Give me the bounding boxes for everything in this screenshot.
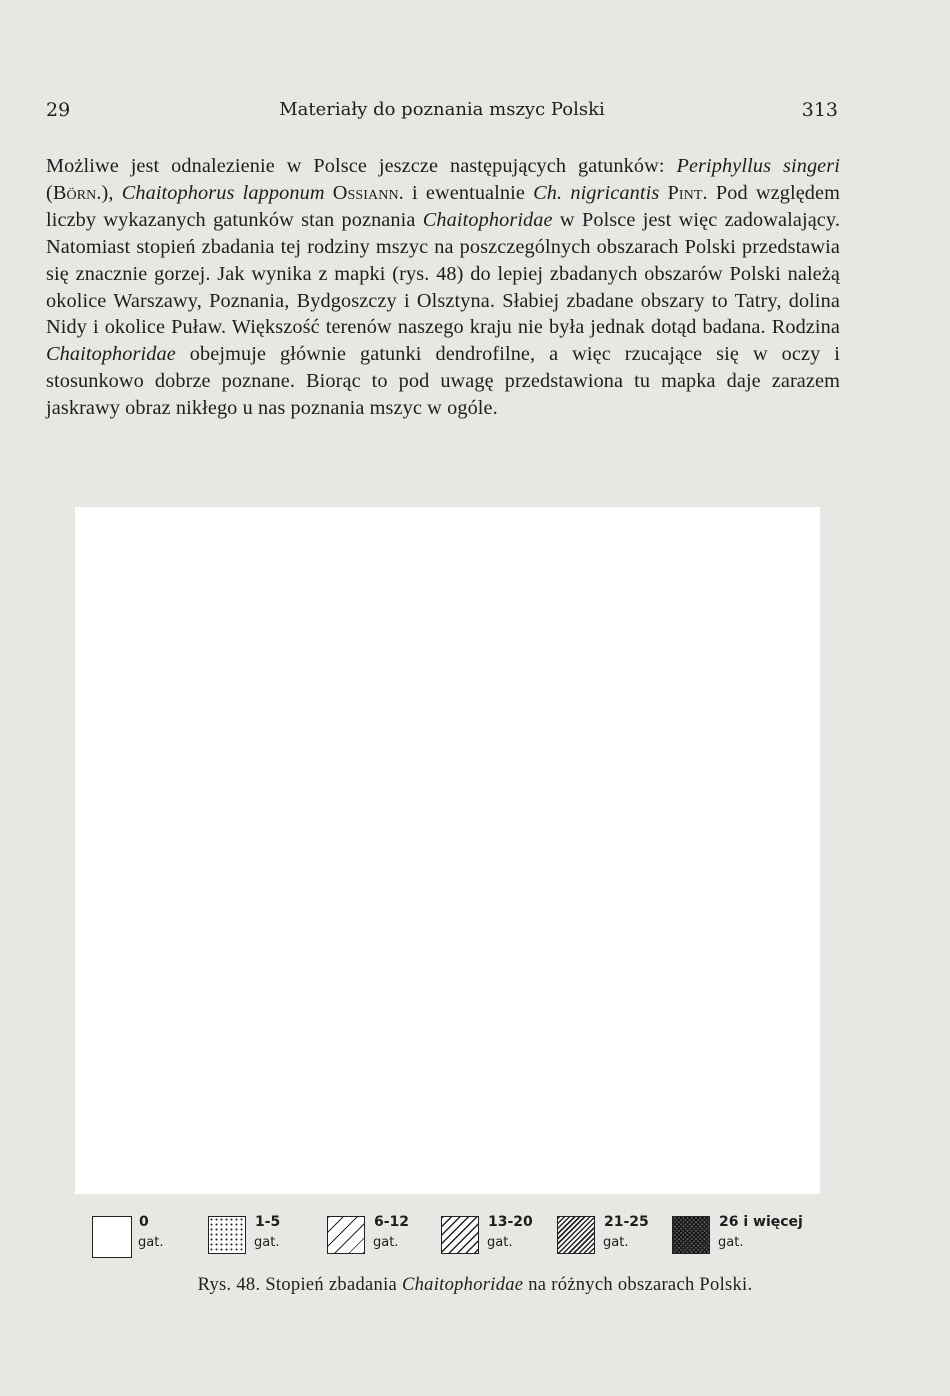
map-legend	[92, 1214, 812, 1259]
text-run: w Polsce jest więc zadowalający. Natomiast stopień zbadania tej rodziny mszyc na poszczególnych obszarach Polski przedstawia się znacznie gorzej. Jak wynika z mapki (rys. 48) do lepiej zbadanych obszarów Polski należą okolice Warszawy, Poznania, Bydgoszczy i Olsztyna. Słabiej zbadane obszary to Tatry, dolina Nidy i okolice Puław. Większość terenów naszego kraju nie była jednak dotąd badana. Rodzina	[46, 208, 840, 339]
text-run: Możliwe jest odnalezienie w Polsce jeszcze następujących gatunków:	[46, 155, 677, 177]
map-figure	[75, 507, 820, 1194]
family-name: Chaitophoridae	[422, 208, 553, 231]
legend-range: 21-25	[604, 1214, 649, 1230]
legend-unit: gat.	[487, 1235, 513, 1250]
text-run: obejmuje głównie gatunki dendrofilne, a więc rzucające się w oczy i stosunkowo dobrze poznane. Biorąc to pod uwagę przedstawiona tu mapka daje zarazem jaskrawy obraz nikłego u nas poznania mszyc w ogóle.	[46, 343, 840, 420]
species-name: Ch. nigricantis	[533, 181, 660, 204]
species-name: Periphyllus singeri	[676, 155, 841, 177]
text-run: Pod względem liczby wykazanych gatunków stan poznania	[46, 181, 841, 231]
legend-range: 0	[139, 1214, 149, 1230]
legend-swatch-crosshatch	[672, 1216, 710, 1254]
species-name: Chaitophorus lapponum	[121, 181, 325, 204]
family-name: Chaitophoridae	[46, 343, 176, 366]
legend-range: 13-20	[488, 1214, 533, 1230]
legend-swatch-dense-hatch	[557, 1216, 595, 1254]
legend-unit: gat.	[603, 1235, 629, 1250]
legend-unit: gat.	[373, 1235, 399, 1250]
body-paragraph	[46, 153, 840, 422]
legend-unit: gat.	[138, 1235, 164, 1250]
text-run: ),	[101, 181, 122, 204]
legend-unit: gat.	[254, 1235, 280, 1250]
running-head	[46, 99, 838, 123]
page-number-left: 29	[46, 99, 71, 121]
caption-prefix: Rys. 48. Stopień zbadania	[197, 1275, 402, 1295]
legend-range: 1-5	[255, 1214, 281, 1230]
running-title: Materiały do poznania mszyc Polski	[279, 99, 605, 120]
legend-swatch-sparse-hatch	[327, 1216, 365, 1254]
legend-range: 6-12	[374, 1214, 410, 1230]
legend-swatch-dotted	[208, 1216, 246, 1254]
text-run: (	[46, 181, 53, 204]
caption-suffix: na różnych obszarach Polski.	[523, 1275, 753, 1295]
legend-swatch-blank	[92, 1216, 132, 1258]
text-run: i ewentualnie	[403, 181, 534, 204]
author-name: Ossiann.	[332, 181, 404, 204]
text-run	[659, 182, 667, 204]
author-name: Börn.	[52, 181, 102, 204]
legend-range: 26 i więcej	[719, 1214, 803, 1230]
caption-family-name: Chaitophoridae	[401, 1275, 524, 1295]
figure-caption	[0, 1275, 950, 1296]
legend-unit: gat.	[718, 1235, 744, 1250]
page-number-right: 313	[801, 99, 838, 121]
text-run	[325, 182, 333, 204]
author-name: Pint.	[667, 181, 708, 204]
legend-swatch-hatch	[441, 1216, 479, 1254]
